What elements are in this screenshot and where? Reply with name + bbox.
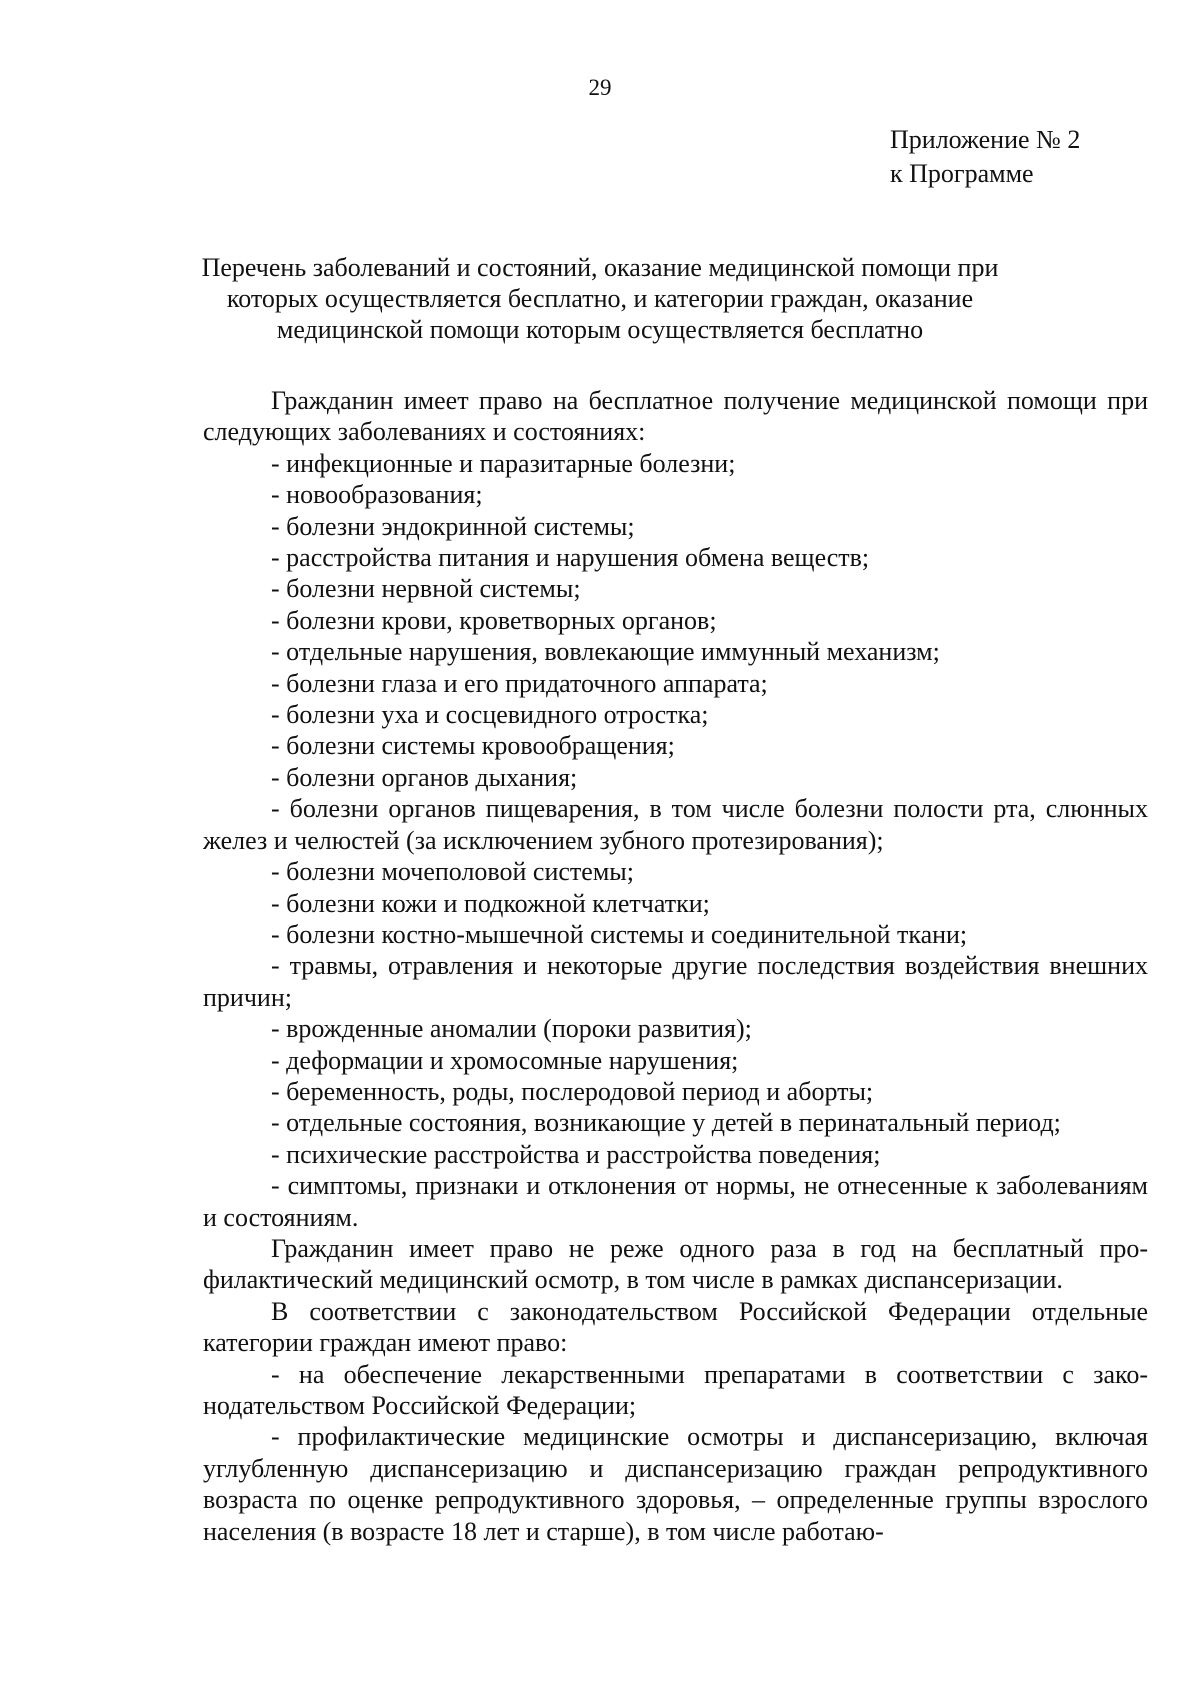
- disease-item: - болезни эндокринной системы;: [271, 511, 635, 541]
- title-line-1: Перечень заболеваний и состояний, оказание медицинской помощи при: [201, 253, 999, 282]
- disease-item: - отдельные состояния, возникающие у детей в перинатальный период;: [271, 1108, 1061, 1138]
- intro-paragraph: Гражданин имеет право на бесплатное получение медицинской помощи при следующих заболеваниях и состояниях:: [203, 386, 1148, 447]
- disease-item: - болезни кожи и подкожной клетчатки;: [271, 888, 710, 918]
- checkup-paragraph: Гражданин имеет право не реже одного раза в год на бесплатный профилактический медицинский осмотр, в том числе в рамках диспансеризации.: [203, 1233, 1148, 1295]
- disease-item: - инфекционные и паразитарные болезни;: [271, 448, 736, 478]
- appendix-header: [890, 123, 1080, 191]
- disease-item: - психические расстройства и расстройства поведения;: [271, 1139, 881, 1169]
- disease-item: - новообразования;: [271, 480, 483, 510]
- title-line-2: которых осуществляется бесплатно, и категории граждан, оказание: [226, 284, 974, 313]
- disease-item: - травмы, отравления и некоторые другие последствия воздействия внешних причин;: [203, 951, 1148, 1012]
- appendix-number: Приложение № 2: [890, 125, 1081, 154]
- disease-item: - врожденные аномалии (пороки развития);: [271, 1014, 752, 1044]
- disease-item: - болезни глаза и его придаточного аппарата;: [271, 668, 768, 698]
- categories-intro-paragraph: В соответствии с законодательством Российской Федерации отдельные категории граждан имеют право:: [203, 1296, 1148, 1358]
- disease-item: - деформации и хромосомные нарушения;: [271, 1045, 739, 1075]
- document-title: [200, 252, 1000, 345]
- disease-item: - болезни крови, кроветворных органов;: [271, 605, 717, 635]
- category-item: - на обеспечение лекарственными препаратами в соответствии с законодательством Российской Федерации;: [203, 1359, 1148, 1420]
- appendix-program: к Программе: [890, 159, 1034, 188]
- disease-item: - отдельные нарушения, вовлекающие иммунный механизм;: [271, 637, 940, 667]
- disease-item: - болезни мочеполовой системы;: [271, 857, 634, 887]
- disease-item: - болезни органов дыхания;: [271, 762, 578, 792]
- disease-item: - беременность, роды, послеродовой период и аборты;: [271, 1076, 874, 1106]
- title-line-3: медицинской помощи которым осуществляется бесплатно: [276, 315, 924, 344]
- disease-item: - симптомы, признаки и отклонения от нормы, не отнесенные к заболеваниям и состояниям.: [203, 1171, 1148, 1232]
- disease-item: - болезни системы кровообращения;: [271, 731, 675, 761]
- page-number: 29: [588, 75, 612, 100]
- disease-item: - болезни костно-мышечной системы и соединительной ткани;: [271, 919, 968, 949]
- disease-item: - расстройства питания и нарушения обмена веществ;: [271, 543, 870, 573]
- disease-item: - болезни нервной системы;: [271, 574, 581, 604]
- document-body: [203, 385, 1148, 1547]
- disease-item: - болезни уха и сосцевидного отростка;: [271, 700, 709, 730]
- category-item: - профилактические медицинские осмотры и диспансеризацию, включая углубленную диспансеризацию и диспансеризацию граждан репродуктивного возраста по оценке репродуктивного здоровья, – определенные группы взрослого населения (в возрасте 18 лет и старше), в том числе работаю-: [203, 1422, 1148, 1546]
- disease-item: - болезни органов пищеварения, в том числе болезни полости рта, слюнных желез и челюстей (за исключением зубного протезирования);: [203, 794, 1148, 855]
